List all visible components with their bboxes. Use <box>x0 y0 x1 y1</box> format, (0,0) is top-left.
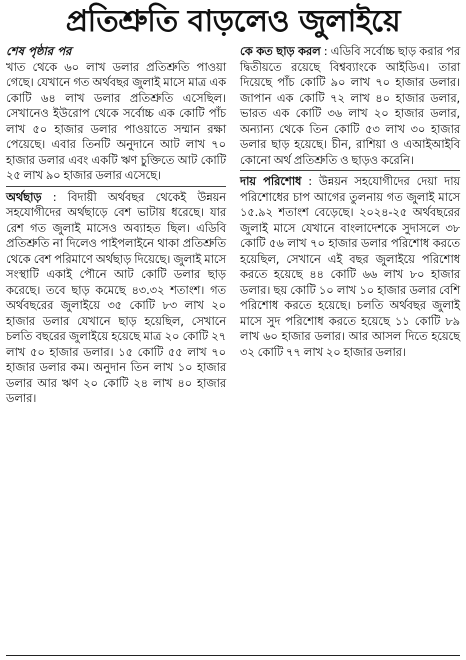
right-paragraph-2-text: : উন্নয়ন সহযোগীদের দেয়া দায় পরিশোধের চাপ আগের তুলনায় গত জুলাই মাসে ১৫.৯২ শতাংশ বেড়েছে। ২০২৪-২৫ অর্থবছরের জুলাই মাসে যেখানে বাংলাদেশকে সুদাসলে ৩৮ কোটি ৫৬ লাখ ৭০ হাজার ডলার পরিশোধ করতে হয়েছিল, সেখানে এই বছর জুলাইয়ে পরিশোধ করতে হয়েছে ৪৪ কোটি ৬৬ লাখ ৮০ হাজার ডলার। ছয় কোটি ১০ লাখ ১০ হাজার ডলার বেশি পরিশোধ করতে হয়েছে। চলতি অর্থবছর জুলাই মাসে সুদ পরিশোধ করতে হয়েছে ১১ কোটি ৮৯ লাখ ৬০ হাজার ডলার। আর আসল দিতে হয়েছে ৩২ কোটি ৭৭ লাখ ২০ হাজার ডলার। <box>240 174 460 359</box>
right-column <box>233 44 460 407</box>
right-paragraph-1 <box>240 44 460 168</box>
article-columns <box>6 44 460 407</box>
left-paragraph-1: খাত থেকে ৬০ লাখ ডলার প্রতিশ্রুতি পাওয়া গেছে। যেখানে গত অর্থবছর জুলাই মাসে মাত্র এক কোটি ৬৪ লাখ ডলার প্রতিশ্রুতি এসেছিল। সেখানেও ইউরোপ থেকে সর্বোচ্চ এক কোটি পাঁচ লাখ ৫০ হাজার ডলার পাওয়াতে সম্মান রক্ষা পেয়েছে। এবার তিনটি অনুদানে আট লাখ ৭০ হাজার ডলার এবং একটি ঋণ চুক্তিতে আট কোটি ২৫ লাখ ৯০ হাজার ডলার এসেছে। <box>6 59 226 182</box>
subhead-disbursement: অর্থছাড় <box>6 189 42 204</box>
section-divider <box>6 186 226 187</box>
left-paragraph-2-text: : বিদায়ী অর্থবছর থেকেই উন্নয়ন সহযোগীদের অর্থছাড়ে বেশ ভাটায় ধরেছে। যার রেশ গত জুলাই মাসেও অব্যাহত ছিল। এডিবি প্রতিশ্রুতি না দিলেও পাইপলাইনে থাকা প্রতিশ্রুতি থেকে বেশ পরিমাণে অর্থছাড় দিয়েছে। জুলাই মাসে সংস্থাটি একাই পৌনে আট কোটি ডলার ছাড় করেছে। তবে ছাড় কমেছে ৪৩.৩২ শতাংশ। গত অর্থবছরের জুলাইয়ে ৩৫ কোটি ৮৩ লাখ ২০ হাজার ডলার যেখানে ছাড় হয়েছিল, সেখানে চলতি বছরের জুলাইয়ে হয়েছে মাত্র ২০ কোটি ২৭ লাখ ৫০ হাজার ডলার। ১৫ কোটি ৫৫ লাখ ৭০ হাজার ডলার কম। অনুদান তিন লাখ ১০ হাজার ডলার আর ঋণ ২০ কোটি ২৪ লাখ ৪০ হাজার ডলার। <box>6 189 226 405</box>
right-paragraph-2 <box>240 174 460 360</box>
continuation-kicker: শেষ পৃষ্ঠার পর <box>6 44 72 58</box>
subhead-who-released: কে কত ছাড় করল <box>240 44 321 58</box>
section-divider <box>240 170 460 171</box>
left-column <box>6 44 233 407</box>
headline: প্রতিশ্রুতি বাড়লেও জুলাইয়ে <box>65 4 401 39</box>
subhead-debt-repayment: দায় পরিশোধ <box>240 174 302 188</box>
left-paragraph-2 <box>6 190 226 407</box>
bottom-rule <box>6 655 460 656</box>
right-paragraph-1-text: : এডিবি সর্বোচ্চ ছাড় করার পর দ্বিতীয়তে রয়েছে বিশ্বব্যাংকে আইডিএ। তারা দিয়েছে পাঁচ কোটি ৯০ লাখ ৭০ হাজার ডলার। জাপান এক কোটি ৭২ লাখ ৪০ হাজার ডলার, ভারত এক কোটি ৩৬ লাখ ২০ হাজার ডলার, অন্যান্য থেকে তিন কোটি ৫৩ লাখ ৩০ হাজার ডলার ছাড় হয়েছে। চীন, রাশিয়া ও এআইআইবি কোনো অর্থ প্রতিশ্রুতি ও ছাড়ও করেনি। <box>240 44 461 167</box>
